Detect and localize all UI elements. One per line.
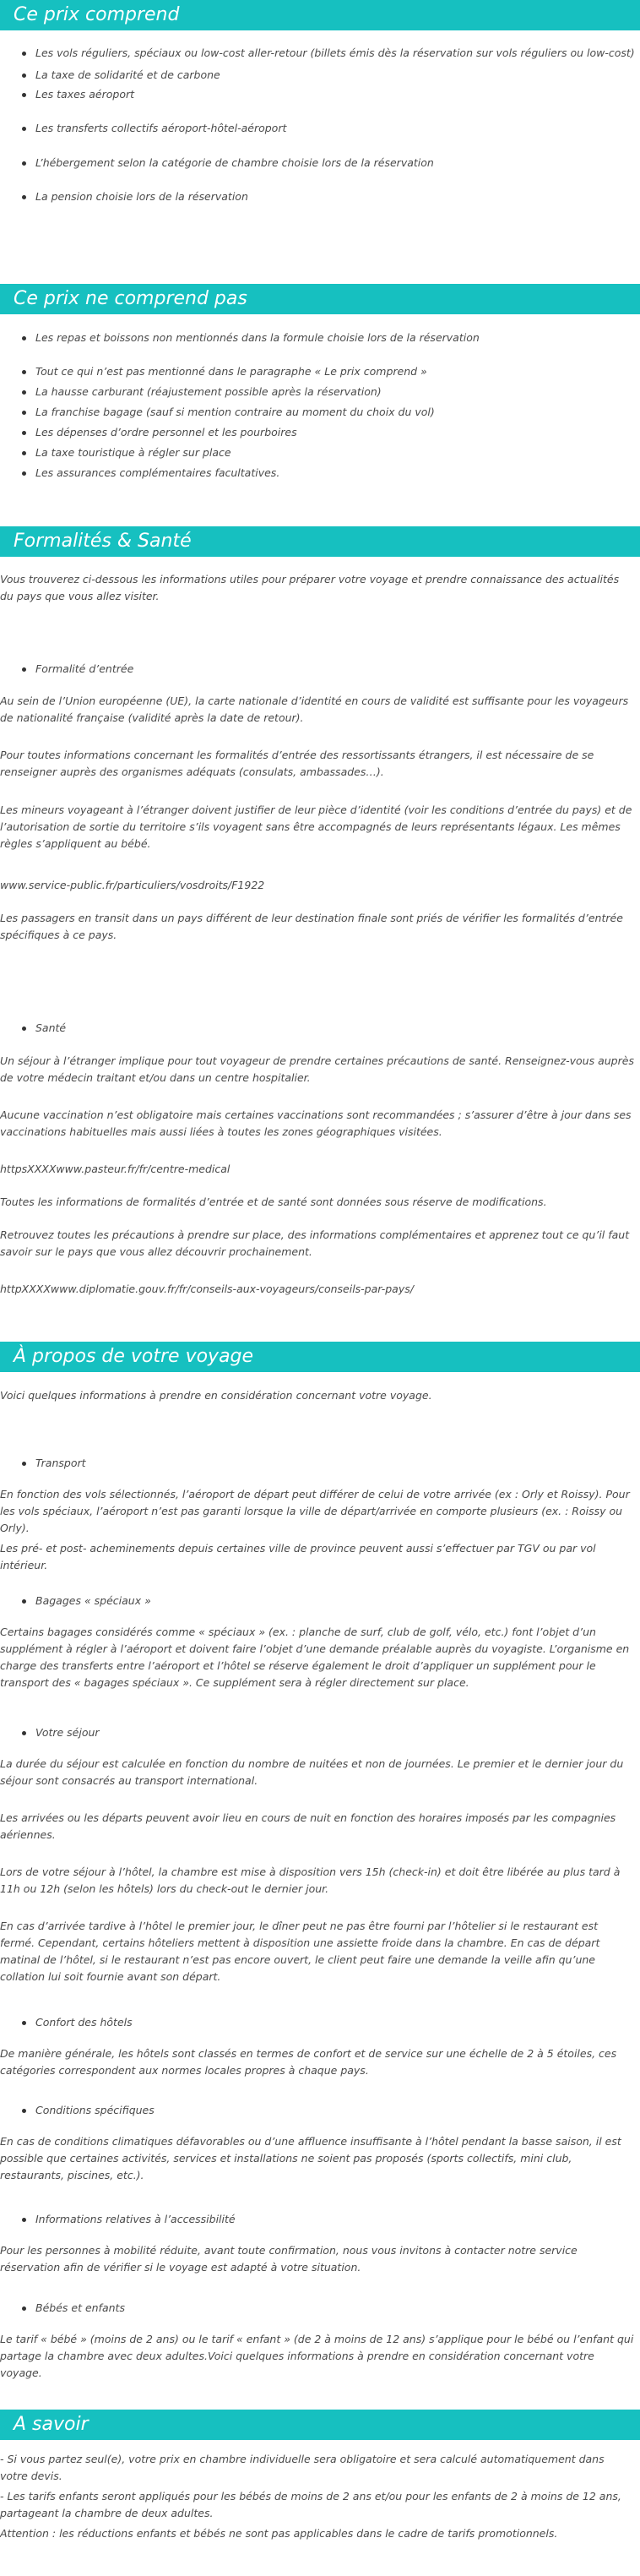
transport-paragraph: Les pré- et post- acheminements depuis certaines ville de province peuvent aussi s’effectuer par TGV ou par vol intérieur. bbox=[0, 1542, 596, 1571]
access-paragraph: Pour les personnes à mobilité réduite, avant toute confirmation, nous vous invitons à contacter notre service réservation afin de vérifier si le voyage est adapté à votre situation. bbox=[0, 2244, 578, 2274]
stay-paragraph: En cas d’arrivée tardive à l’hôtel le premier jour, le dîner peut ne pas être fourni par l’hôtelier si le restaurant est fermé. Cependant, certains hôteliers mettent à disposition une assiette froide dans la chambre. En cas de départ matinal de l’hôtel, si le restaurant n’est pas encore ouvert, le client peut faire une demande la veille afin qu’une collation lui soit fournie avant son départ. bbox=[0, 1920, 600, 1983]
about-intro: Voici quelques informations à prendre en considération concernant votre voyage. bbox=[0, 1389, 432, 1402]
entry-paragraph: Au sein de l’Union européenne (UE), la carte nationale d’identité en cours de validité est suffisante pour les voyageurs de nationalité française (validité après la date de retour). bbox=[0, 694, 629, 724]
health-paragraph: Un séjour à l’étranger implique pour tout voyageur de prendre certaines précautions de santé. Renseignez-vous auprès de votre médecin traitant et/ou dans un centre hospitalier. bbox=[0, 1054, 634, 1084]
list-item: Les repas et boissons non mentionnés dans la formule choisie lors de la réservation bbox=[0, 329, 640, 346]
section-title-formalities: Formalités & Santé bbox=[0, 526, 640, 557]
stay-paragraph: La durée du séjour est calculée en fonction du nombre de nuitées et non de journées. Le premier et le dernier jour du séjour sont consacrés au transport international. bbox=[0, 1757, 624, 1787]
stay-paragraph: Les arrivées ou les départs peuvent avoir lieu en cours de nuit en fonction des horaires imposés par les compagnies aériennes. bbox=[0, 1811, 616, 1841]
list-item: La taxe de solidarité et de carbone bbox=[0, 67, 640, 84]
list-item: La hausse carburant (réajustement possible après la réservation) bbox=[0, 384, 640, 400]
babies-heading: Bébés et enfants bbox=[0, 2300, 635, 2317]
access-heading: Informations relatives à l’accessibilité bbox=[0, 2211, 635, 2228]
conditions-heading: Conditions spécifiques bbox=[0, 2102, 635, 2119]
section-title-about: À propos de votre voyage bbox=[0, 1342, 640, 1372]
health-heading: Santé bbox=[0, 1020, 635, 1037]
list-item: Les transferts collectifs aéroport-hôtel-aéroport bbox=[0, 120, 640, 137]
entry-link[interactable]: www.service-public.fr/particuliers/vosdroits/F1922 bbox=[0, 879, 265, 891]
section-title-includes: Ce prix comprend bbox=[0, 0, 640, 30]
health-paragraph: Aucune vaccination n’est obligatoire mais certaines vaccinations sont recommandées ; s’assurer d’être à jour dans ses vaccinations habituelles mais aussi liées à toutes les zones géographiques visitées. bbox=[0, 1108, 632, 1138]
list-item: Les taxes aéroport bbox=[0, 86, 640, 103]
section-title-know: A savoir bbox=[0, 2410, 640, 2440]
list-item: Tout ce qui n’est pas mentionné dans le paragraphe « Le prix comprend » bbox=[0, 363, 640, 380]
transport-paragraph: En fonction des vols sélectionnés, l’aéroport de départ peut différer de celui de votre arrivée (ex : Orly et Roissy). Pour les vols spéciaux, l’aéroport n’est pas garanti lorsque la ville de départ/arrivée en comporte plusieurs (ex. : Roissy ou Orly). bbox=[0, 1488, 630, 1534]
list-item: Les dépenses d’ordre personnel et les pourboires bbox=[0, 424, 640, 441]
babies-paragraph: Le tarif « bébé » (moins de 2 ans) ou le tarif « enfant » (de 2 à moins de 12 ans) s’applique pour le bébé ou l’enfant qui partage la chambre avec deux adultes.Voici quelques informations à prendre en considération concernant votre voyage. bbox=[0, 2333, 634, 2379]
entry-heading: Formalité d’entrée bbox=[0, 661, 635, 678]
transport-heading: Transport bbox=[0, 1455, 635, 1472]
formalities-intro: Vous trouverez ci-dessous les informations utiles pour préparer votre voyage et prendre connaissance des actualités du pays que vous allez visiter. bbox=[0, 573, 620, 602]
entry-paragraph: Pour toutes informations concernant les formalités d’entrée des ressortissants étrangers, il est nécessaire de se renseigner auprès des organismes adéquats (consulats, ambassades…). bbox=[0, 749, 594, 778]
health-paragraph: Toutes les informations de formalités d’entrée et de santé sont données sous réserve de modifications. bbox=[0, 1195, 547, 1208]
baggage-heading: Bagages « spéciaux » bbox=[0, 1593, 635, 1609]
list-item: La pension choisie lors de la réservation bbox=[0, 188, 640, 205]
entry-paragraph: Les passagers en transit dans un pays différent de leur destination finale sont priés de vérifier les formalités d’entrée spécifiques à ce pays. bbox=[0, 912, 623, 941]
list-item: La taxe touristique à régler sur place bbox=[0, 444, 640, 461]
list-item: Les vols réguliers, spéciaux ou low-cost aller-retour (billets émis dès la réservation sur vols réguliers ou low-cost) bbox=[0, 45, 640, 62]
section-title-excludes: Ce prix ne comprend pas bbox=[0, 284, 640, 314]
stay-heading: Votre séjour bbox=[0, 1724, 635, 1741]
health-paragraph: Retrouvez toutes les précautions à prendre sur place, des informations complémentaires et apprenez tout ce qu’il faut savoir sur le pays que vous allez découvrir prochainement. bbox=[0, 1228, 630, 1258]
conditions-paragraph: En cas de conditions climatiques défavorables ou d’une affluence insuffisante à l’hôtel pendant la basse saison, il est possible que certaines activités, services et installations ne soient pas proposés (sports collectifs, mini club, restaurants, piscines, etc.). bbox=[0, 2135, 621, 2181]
know-line: - Les tarifs enfants seront appliqués pour les bébés de moins de 2 ans et/ou pour les enfants de 2 à moins de 12 ans, partageant la chambre de deux adultes. bbox=[0, 2490, 621, 2519]
baggage-paragraph: Certains bagages considérés comme « spéciaux » (ex. : planche de surf, club de golf, vélo, etc.) font l’objet d’un supplément à régler à l’aéroport et doivent faire l’objet d’une demande préalable auprès du voyagiste. L’organisme en charge des transferts entre l’aéroport et l’hôtel se réserve également le droit d’appliquer un supplément pour le transport des « bagages spéciaux ». Ce supplément sera à régler directement sur place. bbox=[0, 1626, 630, 1689]
list-item: L’hébergement selon la catégorie de chambre choisie lors de la réservation bbox=[0, 155, 640, 172]
stay-paragraph: Lors de votre séjour à l’hôtel, la chambre est mise à disposition vers 15h (check-in) et doit être libérée au plus tard à 11h ou 12h (selon les hôtels) lors du check-out le dernier jour. bbox=[0, 1865, 621, 1895]
health-link[interactable]: httpsXXXXwww.pasteur.fr/fr/centre-medical bbox=[0, 1163, 231, 1175]
health-link[interactable]: httpXXXXwww.diplomatie.gouv.fr/fr/conseils-aux-voyageurs/conseils-par-pays/ bbox=[0, 1283, 414, 1295]
list-item: La franchise bagage (sauf si mention contraire au moment du choix du vol) bbox=[0, 404, 640, 421]
list-item: Les assurances complémentaires facultatives. bbox=[0, 465, 640, 482]
entry-paragraph: Les mineurs voyageant à l’étranger doivent justifier de leur pièce d’identité (voir les conditions d’entrée du pays) et de l’autorisation de sortie du territoire s’ils voyagent sans être accompagnés de leurs représentants légaux. Les mêmes règles s’appliquent au bébé. bbox=[0, 803, 632, 850]
comfort-paragraph: De manière générale, les hôtels sont classés en termes de confort et de service sur une échelle de 2 à 5 étoiles, ces catégories correspondent aux normes locales propres à chaque pays. bbox=[0, 2047, 617, 2077]
know-line: - Si vous partez seul(e), votre prix en chambre individuelle sera obligatoire et sera calculé automatiquement dans votre devis. bbox=[0, 2453, 605, 2482]
comfort-heading: Confort des hôtels bbox=[0, 2014, 635, 2031]
know-line: Attention : les réductions enfants et bébés ne sont pas applicables dans le cadre de tarifs promotionnels. bbox=[0, 2527, 558, 2540]
